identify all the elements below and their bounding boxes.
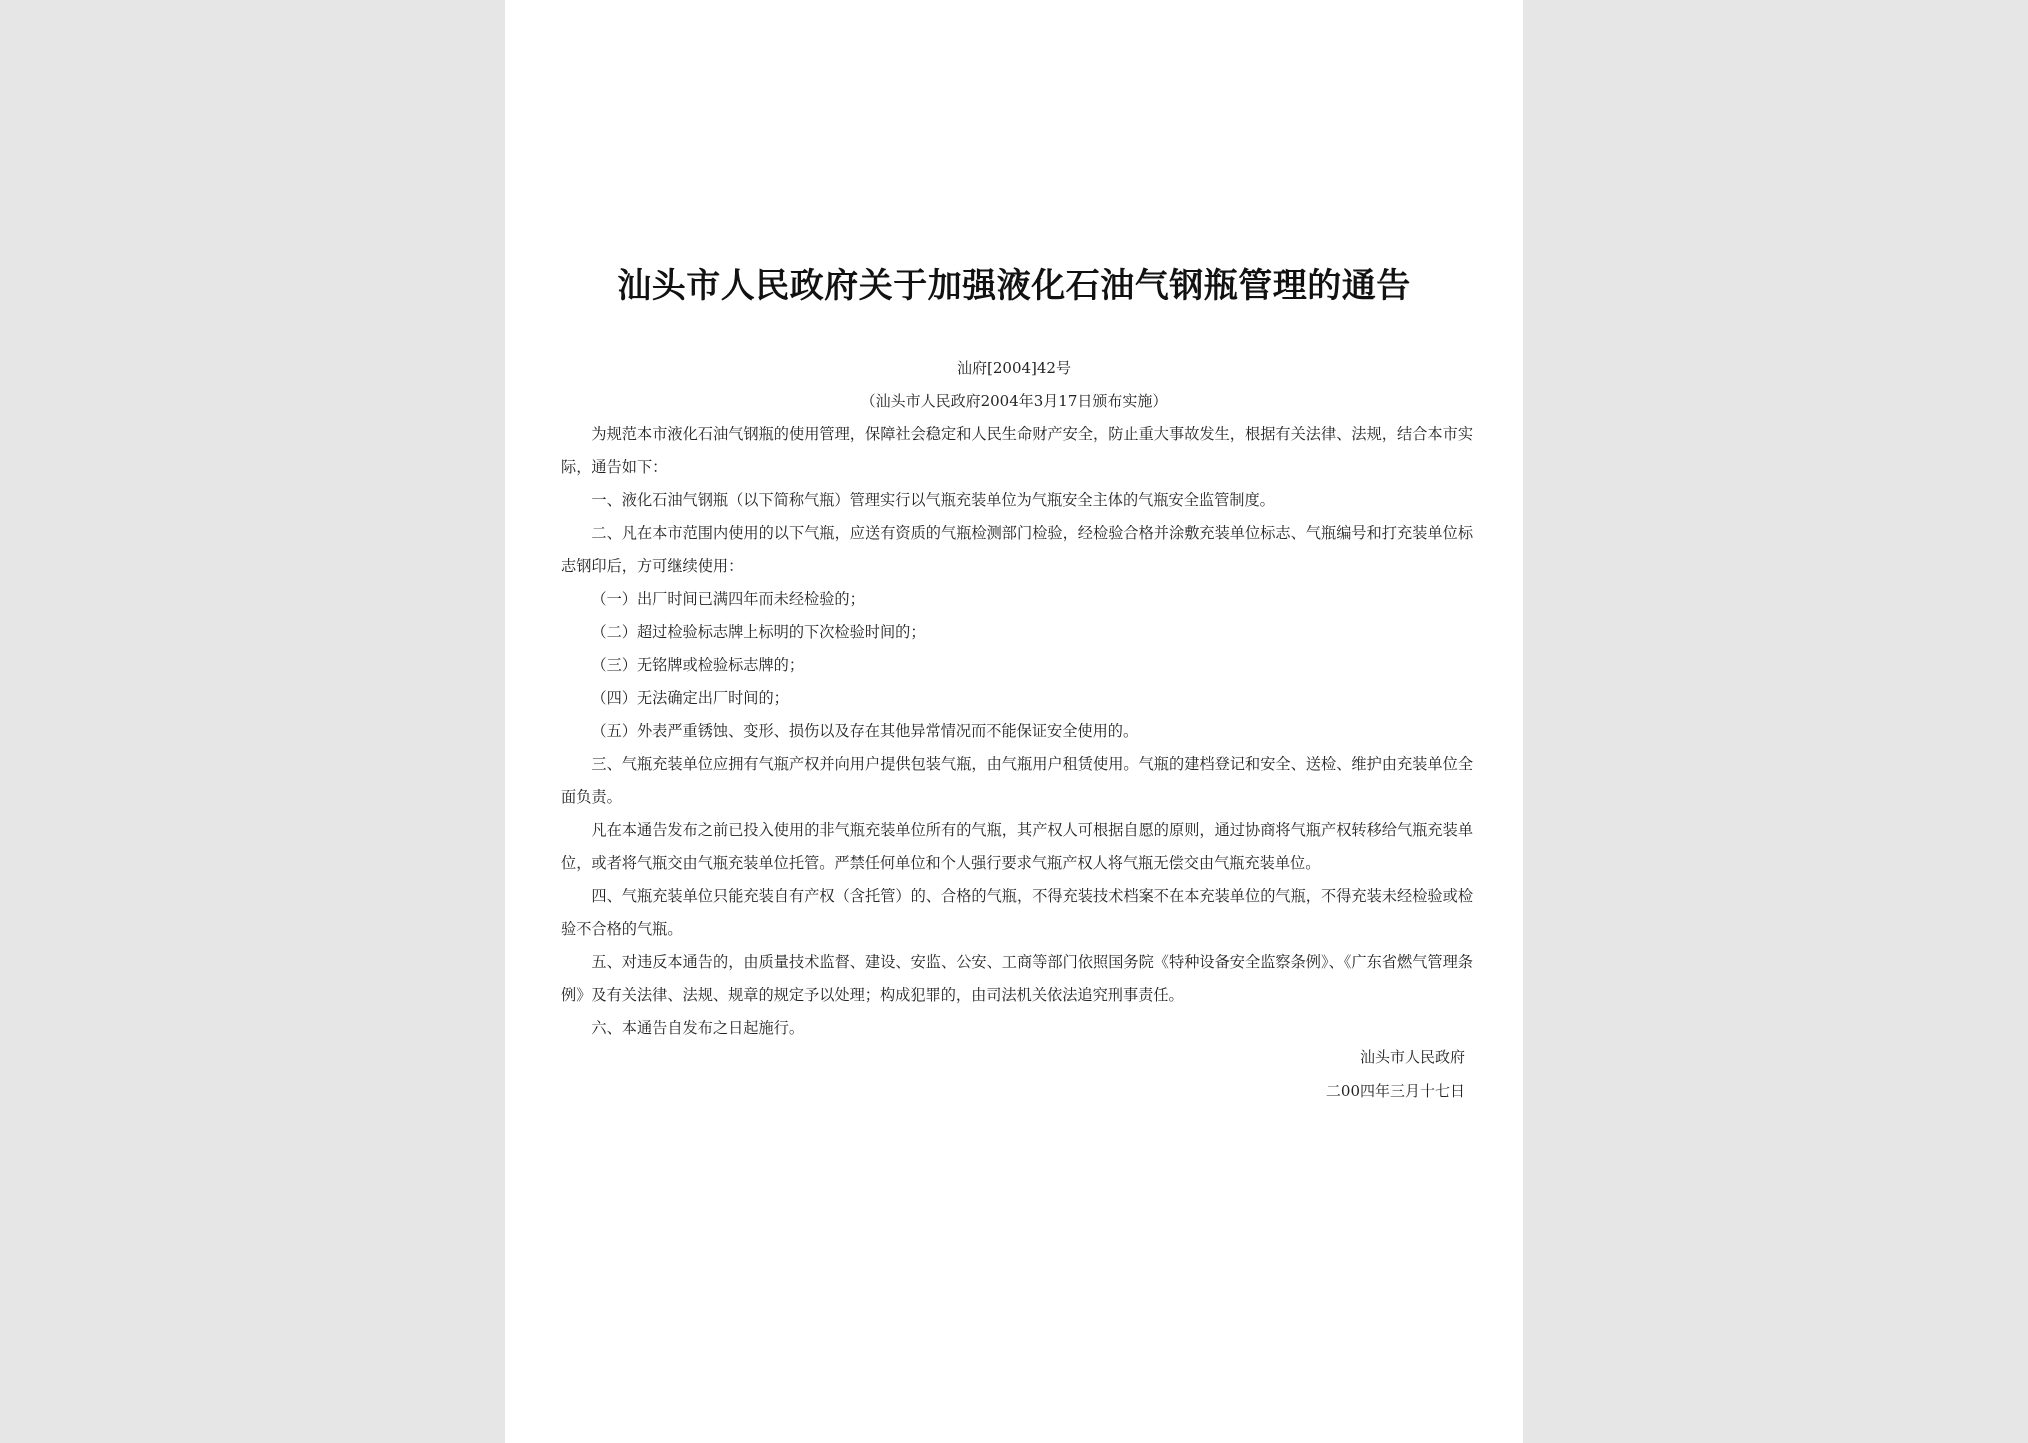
signature-organization: 汕头市人民政府 xyxy=(1359,1048,1465,1066)
document-page xyxy=(505,0,1523,1443)
document-body xyxy=(561,418,1473,1045)
paragraph: （一）出厂时间已满四年而未经检验的； xyxy=(591,590,865,608)
paragraph: 为规范本市液化石油气钢瓶的使用管理，保障社会稳定和人民生命财产安全，防止重大事故发生，根据有关法律、法规，结合本市实际，通告如下： xyxy=(561,425,1473,476)
paragraph: （五）外表严重锈蚀、变形、损伤以及存在其他异常情况而不能保证安全使用的。 xyxy=(591,722,1139,740)
paragraph: 二、凡在本市范围内使用的以下气瓶，应送有资质的气瓶检测部门检验，经检验合格并涂敷充装单位标志、气瓶编号和打充装单位标志钢印后，方可继续使用： xyxy=(561,524,1473,575)
signature-date: 二00四年三月十七日 xyxy=(1325,1082,1465,1100)
paragraph: 六、本通告自发布之日起施行。 xyxy=(591,1019,805,1037)
document-number: 汕府[2004]42号 xyxy=(957,359,1071,377)
paragraph: 一、液化石油气钢瓶（以下简称气瓶）管理实行以气瓶充装单位为气瓶安全主体的气瓶安全监管制度。 xyxy=(591,491,1275,509)
paragraph: 凡在本通告发布之前已投入使用的非气瓶充装单位所有的气瓶，其产权人可根据自愿的原则，通过协商将气瓶产权转移给气瓶充装单位，或者将气瓶交由气瓶充装单位托管。严禁任何单位和个人强行要求气瓶产权人将气瓶无偿交由气瓶充装单位。 xyxy=(561,821,1473,872)
paragraph: 三、气瓶充装单位应拥有气瓶产权并向用户提供包装气瓶，由气瓶用户租赁使用。气瓶的建档登记和安全、送检、维护由充装单位全面负责。 xyxy=(561,755,1473,806)
document-title: 汕头市人民政府关于加强液化石油气钢瓶管理的通告 xyxy=(617,266,1411,306)
paragraph: （二）超过检验标志牌上标明的下次检验时间的； xyxy=(591,623,926,641)
paragraph: （四）无法确定出厂时间的； xyxy=(591,689,789,707)
paragraph: 五、对违反本通告的，由质量技术监督、建设、安监、公安、工商等部门依照国务院《特种设备安全监察条例》、《广东省燃气管理条例》及有关法律、法规、规章的规定予以处理；构成犯罪的，由司法机关依法追究刑事责任。 xyxy=(561,953,1473,1004)
paragraph: （三）无铭牌或检验标志牌的； xyxy=(591,656,805,674)
issued-note: （汕头市人民政府2004年3月17日颁布实施） xyxy=(860,392,1168,410)
paragraph: 四、气瓶充装单位只能充装自有产权（含托管）的、合格的气瓶，不得充装技术档案不在本充装单位的气瓶，不得充装未经检验或检验不合格的气瓶。 xyxy=(561,887,1473,938)
